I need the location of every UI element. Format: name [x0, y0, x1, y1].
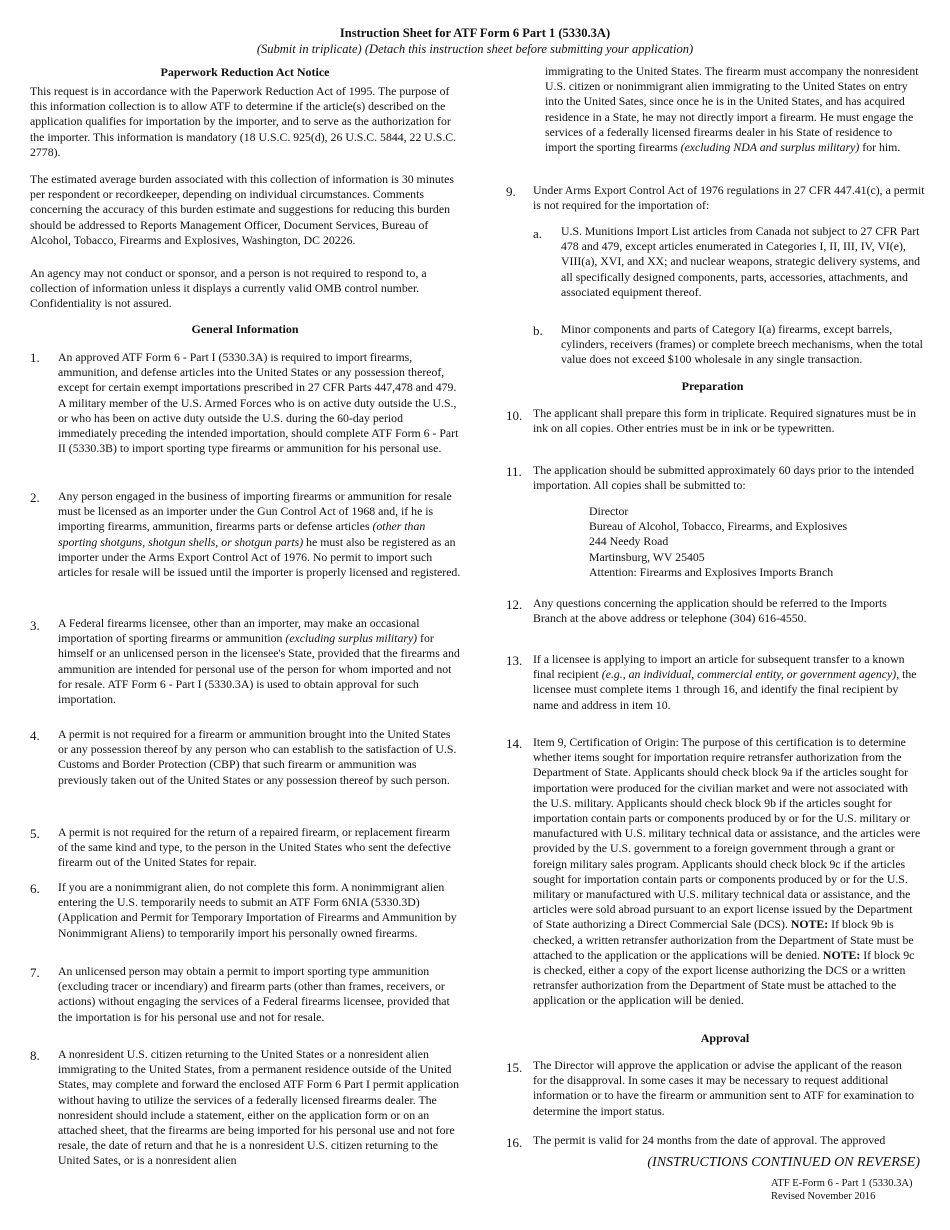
item-8-text: A nonresident U.S. citizen returning to the United States or a nonresident alien immigrating to the United States, from a permanent residence outside of the United States, may complete and forward the enclosed ATF Form 6 Part I permit application without having to utilize the services of a federally licensed firearms dealer. The nonresident should include a statement, either on the application form or on an attached sheet, that the firearms are being imported for his personal use and not fore resale, the date of return and that he is a nonresident U.S. citizen returning to the United Sates, or is a nonresident alien — [58, 1047, 459, 1168]
item-15-text: The Director will approve the application or advise the applicant of the reason for the disapproval. In some cases it may be necessary to request additional information or to have the firearm or ammunition sent to ATF for examination to determine the import status. — [533, 1058, 915, 1118]
item-number: 13. — [506, 653, 523, 668]
sheet-subtitle: (Submit in triplicate) (Detach this instruction sheet before submitting your application) — [256, 42, 694, 56]
item-number: 2. — [30, 490, 40, 505]
item-number: 15. — [506, 1060, 523, 1075]
item-number: 7. — [30, 965, 40, 980]
sheet-title: Instruction Sheet for ATF Form 6 Part 1 (5330.3A) — [339, 26, 611, 40]
item-number: 6. — [30, 881, 40, 896]
item-number: 8. — [30, 1048, 40, 1063]
item-7-text: An unlicensed person may obtain a permit to import sporting type ammunition (excluding tracer or incendiary) and firearm parts (other than frames, receivers, or actions) without engaging the services of a Federal firearms licensee, provided that the importation is for his personal use and not for resale. — [58, 964, 450, 1024]
address-line: Director — [589, 504, 629, 518]
item-9b-text: Minor components and parts of Category I(a) firearms, except barrels, cylinders, receivers (frames) or complete breech mechanisms, when the total value does not exceed $100 wholesale in any single transaction. — [561, 322, 923, 367]
item-number: 9. — [506, 184, 516, 199]
address-line: Bureau of Alcohol, Tobacco, Firearms, and Explosives — [589, 519, 848, 534]
item-number: 1. — [30, 350, 40, 365]
form-identifier — [771, 1177, 912, 1203]
item-14-text: Item 9, Certification of Origin: The purpose of this certification is to determine whether items sought for importation require retransfer authorization from the Department of State. Applicants should check block 9a if the articles sought for importation were produced for the civilian market and were not associated with the U.S. military. Applicants should check block 9b if the articles sought for importation contain parts or components produced by or for the U.S. military or manufactured with U.S. military technical data or assistance, and the articles were provided by the U.S. government to a foreign government through a grant or foreign military sales program. Applicants should check block 9c if the articles sought for importation contain parts or components produced by or for the U.S. military or manufactured with U.S. military technical data or assistance, and the articles were sold abroad pursuant to an export license issued by the Department of State authorizing a Direct Commercial Sale (DCS). NOTE: If block 9b is checked, a written retransfer authorization from the Department of State must be attached to the application or the applications will be denied. NOTE: If block 9c is checked, either a copy of the export license authorizing the DCS or a written retransfer authorization from the Department of State must be attached to the application or the application will be denied. — [533, 735, 921, 1008]
approval-heading: Approval — [700, 1031, 750, 1045]
general-info-heading: General Information — [191, 322, 299, 336]
preparation-heading: Preparation — [681, 379, 744, 393]
item-13-text: If a licensee is applying to import an article for subsequent transfer to a known final recipient (e.g., an individual, commercial entity, or government agency), the licensee must complete items 1 through 16, and identify the final recipient by name and address in item 10. — [533, 652, 917, 712]
item-number: 14. — [506, 736, 523, 751]
item-11-text: The application should be submitted approximately 60 days prior to the intended importation. All copies shall be submitted to: — [533, 463, 915, 493]
item-1-text: An approved ATF Form 6 - Part I (5330.3A) is required to import firearms, ammunition, and defense articles into the United States or any possession thereof, except for certain exempt importations prescribed in 27 CFR Parts 447,478 and 479. A military member of the U.S. Armed Forces who is on active duty outside the U.S., or who has been on active duty outside the U.S. during the 60-day period immediately preceding the intended importation, should complete ATF Form 6 - Part II (5330.3B) to import sporting type firearms or ammunition for his personal use. — [58, 350, 459, 456]
item-letter: b. — [533, 323, 543, 338]
address-line: Attention: Firearms and Explosives Imports Branch — [589, 564, 834, 579]
item-2-text: Any person engaged in the business of importing firearms or ammunition for resale must be licensed as an importer under the Gun Control Act of 1968 and, if he is importing firearms, ammunition, firearms parts or defense articles (other than sporting shotguns, shotgun shells, or shotgun parts) he must also be registered as an importer under the Arms Export Control Act of 1976. No permit to import such articles for resale will be issued until the importer is properly licensed and registered. — [58, 489, 461, 580]
item-8-continued: immigrating to the United States. The firearm must accompany the nonresident U.S. citizen or nonimmigrant alien immigrating to the United States on entry into the United Sates, since once he is in the United States, and has acquired residence in a State, he may not directly import a firearm. He must engage the services of a federally licensed firearms dealer in his State of residence to import the sporting firearms (excluding NDA and surplus military) for him. — [545, 64, 919, 155]
item-12-text: Any questions concerning the application should be referred to the Imports Branch at the above address or telephone (304) 616-4550. — [533, 596, 887, 626]
paperwork-paragraph-3: An agency may not conduct or sponsor, and a person is not required to respond to, a collection of information unless it displays a currently valid OMB control number. Confidentiality is not assured. — [30, 266, 427, 311]
item-number: 11. — [506, 464, 522, 479]
address-line: 244 Needy Road — [589, 534, 669, 549]
item-letter: a. — [533, 226, 543, 241]
address-line: Martinsburg, WV 25405 — [589, 549, 705, 564]
item-number: 10. — [506, 408, 523, 423]
item-number: 5. — [30, 826, 40, 841]
revision-date: Revised November 2016 — [771, 1191, 876, 1202]
item-number: 12. — [506, 597, 523, 612]
continued-on-reverse-note: (INSTRUCTIONS CONTINUED ON REVERSE) — [647, 1155, 920, 1170]
form-number: ATF E-Form 6 - Part 1 (5330.3A) — [771, 1178, 913, 1189]
mailing-address — [589, 504, 847, 580]
item-5-text: A permit is not required for the return of a repaired firearm, or replacement firearm of the same kind and type, to the person in the United States who sent the defective firearm out of the United States for repair. — [58, 825, 451, 870]
item-9-text: Under Arms Export Control Act of 1976 regulations in 27 CFR 447.41(c), a permit is not required for the importation of: — [533, 183, 925, 213]
item-6-text: If you are a nonimmigrant alien, do not complete this form. A nonimmigrant alien entering the U.S. temporarily needs to submit an ATF Form 6NIA (5330.3D) (Application and Permit for Temporary Importation of Firearms and Ammunition by Nonimmigrant Aliens) to temporarily import his personally owned firearms. — [58, 880, 457, 940]
item-number: 4. — [30, 728, 40, 743]
paperwork-paragraph-1: This request is in accordance with the Paperwork Reduction Act of 1995. The purpose of this information collection is to allow ATF to determine if the article(s) described on the application qualifies for importation by the importer, and to serve as the authorization for the importer. This information is mandatory (18 U.S.C. 925(d), 26 U.S.C. 5844, 22 U.S.C. 2778). — [30, 84, 457, 159]
item-9a-text: U.S. Munitions Import List articles from Canada not subject to 27 CFR Part 478 and 479, except articles enumerated in Categories I, II, III, IV, VI(e), VIII(a), XVI, and XX; and nuclear weapons, strategic delivery systems, and all specifically designed components, parts, accessories, attachments, and associated equipment thereof. — [561, 224, 921, 299]
paperwork-paragraph-2: The estimated average burden associated with this collection of information is 30 minutes per respondent or recordkeeper, depending on individual circumstances. Comments concerning the accuracy of this burden estimate and suggestions for reducing this burden should be addressed to Reports Management Officer, Document Services, Bureau of Alcohol, Tobacco, Firearms and Explosives, Washington, DC 20226. — [30, 172, 454, 247]
paperwork-heading: Paperwork Reduction Act Notice — [160, 65, 330, 79]
item-16-text: The permit is valid for 24 months from the date of approval. The approved — [533, 1133, 886, 1147]
item-4-text: A permit is not required for a firearm or ammunition brought into the United States or any possession thereof by any person who can establish to the satisfaction of U.S. Customs and Border Protection (CBP) that such firearm or ammunition was previously taken out of the United States or any possession thereof by such person. — [58, 727, 457, 787]
item-3-text: A Federal firearms licensee, other than an importer, may make an occasional importation of sporting firearms or ammunition (excluding surplus military) for himself or an unlicensed person in the licensee's State, provided that the firearms and ammunition are intended for personal use of the person for whom imported and not for resale. ATF Form 6 - Part I (5330.3A) is used to obtain approval for such importation. — [58, 616, 460, 707]
item-10-text: The applicant shall prepare this form in triplicate. Required signatures must be in ink on all copies. Other entries must be in ink or be typewritten. — [533, 406, 916, 436]
item-number: 3. — [30, 618, 40, 633]
item-number: 16. — [506, 1135, 523, 1150]
